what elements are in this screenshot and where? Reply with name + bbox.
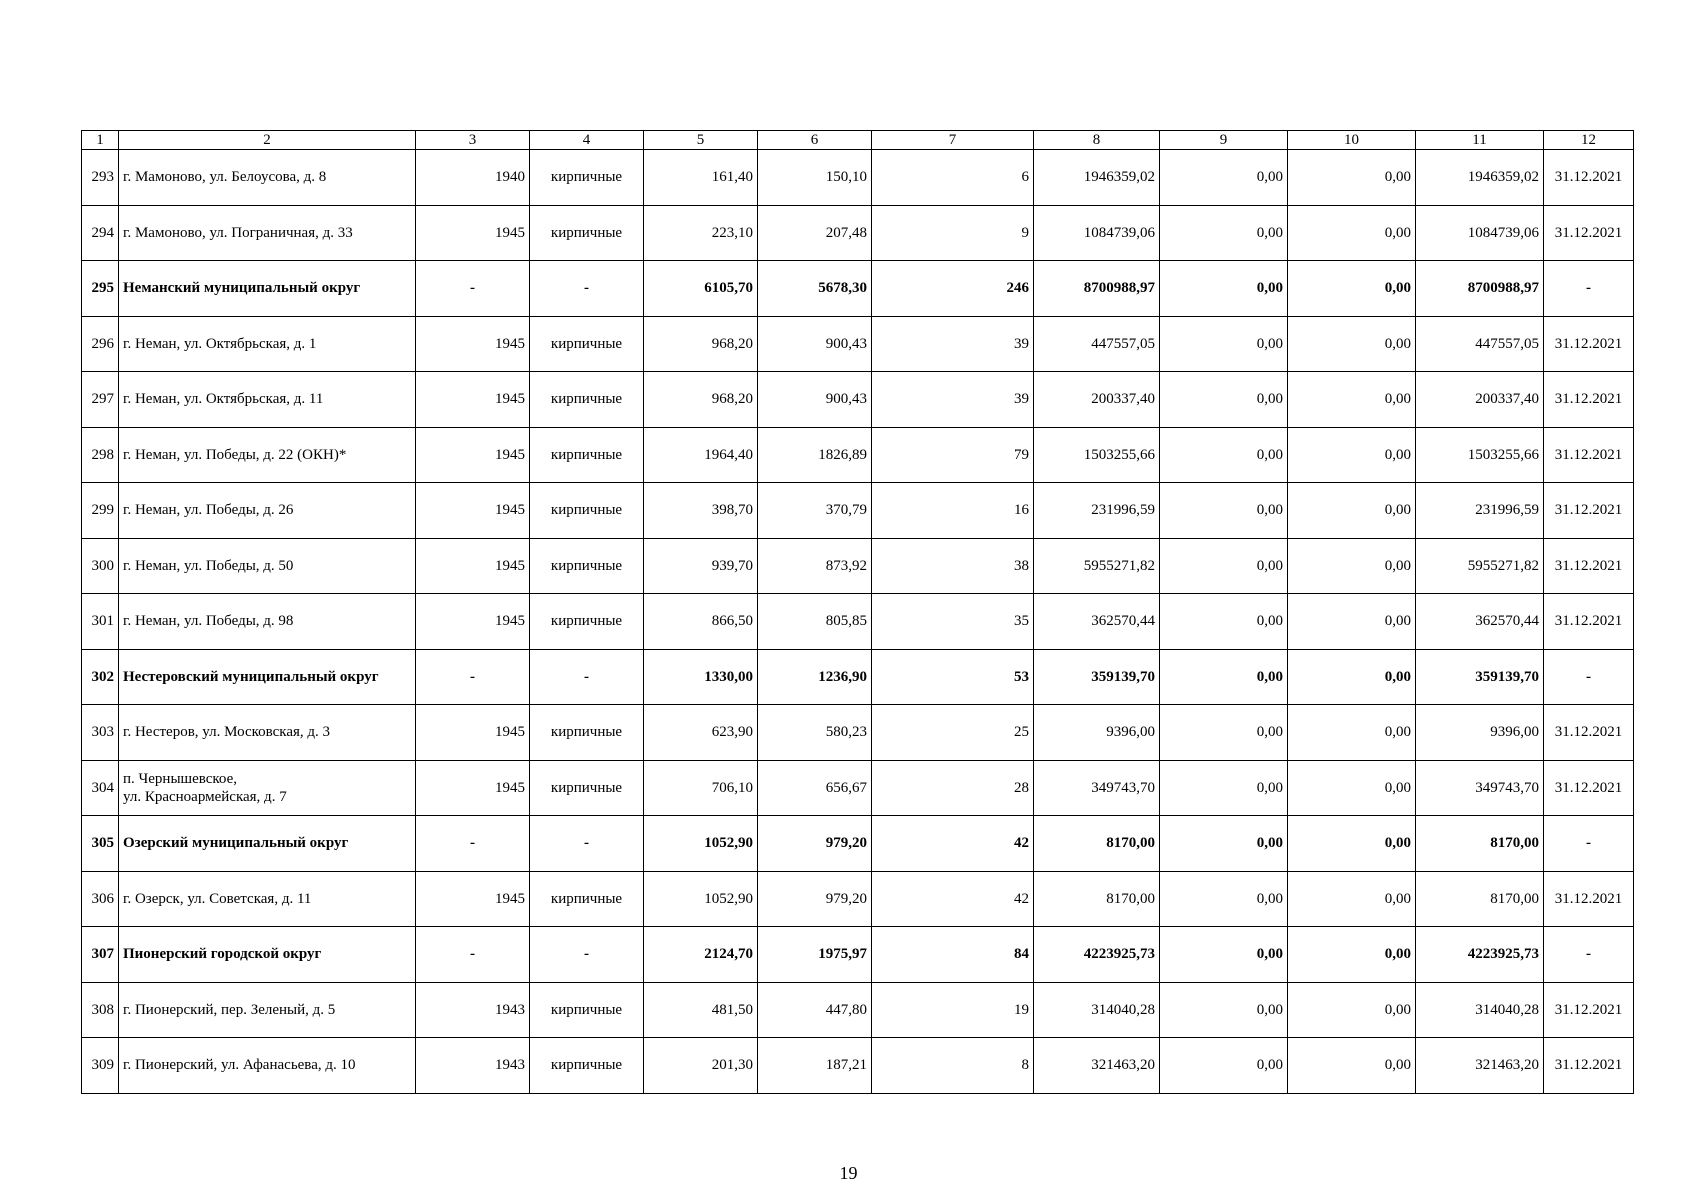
row-number-cell: 296 (82, 316, 119, 372)
address-cell: г. Озерск, ул. Советская, д. 11 (119, 871, 416, 927)
table-row (82, 1038, 1634, 1094)
table-row (82, 982, 1634, 1038)
column-5-cell: 223,10 (644, 205, 758, 261)
year-cell: 1945 (416, 871, 530, 927)
table-row (82, 372, 1634, 428)
row-number-cell: 305 (82, 816, 119, 872)
address-cell: Неманский муниципальный округ (119, 261, 416, 317)
row-number-cell: 304 (82, 760, 119, 816)
table-row (82, 705, 1634, 761)
date-cell: 31.12.2021 (1544, 372, 1634, 428)
wall-material-cell: - (530, 261, 644, 317)
column-9-cell: 0,00 (1160, 261, 1288, 317)
row-number-cell: 298 (82, 427, 119, 483)
year-cell: 1943 (416, 982, 530, 1038)
wall-material-cell: кирпичные (530, 594, 644, 650)
column-7-cell: 9 (872, 205, 1034, 261)
year-cell: 1945 (416, 205, 530, 261)
column-7-cell: 84 (872, 927, 1034, 983)
address-line: ул. Красноармейская, д. 7 (123, 788, 287, 805)
wall-material-cell: кирпичные (530, 982, 644, 1038)
address-cell: г. Мамоново, ул. Пограничная, д. 33 (119, 205, 416, 261)
column-6-cell: 447,80 (758, 982, 872, 1038)
column-number-4: 4 (530, 131, 644, 150)
wall-material-cell: кирпичные (530, 483, 644, 539)
table-row (82, 816, 1634, 872)
wall-material-cell: - (530, 649, 644, 705)
column-10-cell: 0,00 (1288, 372, 1416, 428)
column-number-1: 1 (82, 131, 119, 150)
column-8-cell: 4223925,73 (1034, 927, 1160, 983)
column-number-2: 2 (119, 131, 416, 150)
year-cell: - (416, 927, 530, 983)
column-8-cell: 8170,00 (1034, 871, 1160, 927)
column-10-cell: 0,00 (1288, 483, 1416, 539)
year-cell: 1945 (416, 760, 530, 816)
column-7-cell: 28 (872, 760, 1034, 816)
date-cell: - (1544, 649, 1634, 705)
column-10-cell: 0,00 (1288, 427, 1416, 483)
row-number-cell: 301 (82, 594, 119, 650)
column-6-cell: 979,20 (758, 816, 872, 872)
row-number-cell: 294 (82, 205, 119, 261)
wall-material-cell: - (530, 927, 644, 983)
column-8-cell: 9396,00 (1034, 705, 1160, 761)
wall-material-cell: кирпичные (530, 760, 644, 816)
column-11-cell: 4223925,73 (1416, 927, 1544, 983)
column-10-cell: 0,00 (1288, 205, 1416, 261)
year-cell: 1945 (416, 316, 530, 372)
column-5-cell: 6105,70 (644, 261, 758, 317)
column-7-cell: 6 (872, 150, 1034, 206)
wall-material-cell: кирпичные (530, 150, 644, 206)
table-row (82, 760, 1634, 816)
table-row (82, 427, 1634, 483)
column-8-cell: 1084739,06 (1034, 205, 1160, 261)
column-number-12: 12 (1544, 131, 1634, 150)
column-5-cell: 1052,90 (644, 871, 758, 927)
column-6-cell: 656,67 (758, 760, 872, 816)
column-11-cell: 200337,40 (1416, 372, 1544, 428)
column-8-cell: 349743,70 (1034, 760, 1160, 816)
wall-material-cell: - (530, 816, 644, 872)
column-10-cell: 0,00 (1288, 261, 1416, 317)
date-cell: 31.12.2021 (1544, 483, 1634, 539)
date-cell: - (1544, 816, 1634, 872)
address-cell: г. Неман, ул. Октябрьская, д. 11 (119, 372, 416, 428)
address-line: п. Чернышевское, (123, 770, 238, 787)
wall-material-cell: кирпичные (530, 705, 644, 761)
column-number-row (82, 131, 1634, 150)
column-9-cell: 0,00 (1160, 594, 1288, 650)
date-cell: 31.12.2021 (1544, 594, 1634, 650)
table-row (82, 150, 1634, 206)
wall-material-cell: кирпичные (530, 205, 644, 261)
year-cell: - (416, 261, 530, 317)
column-number-7: 7 (872, 131, 1034, 150)
year-cell: 1940 (416, 150, 530, 206)
address-cell: г. Нестеров, ул. Московская, д. 3 (119, 705, 416, 761)
column-6-cell: 873,92 (758, 538, 872, 594)
column-6-cell: 150,10 (758, 150, 872, 206)
column-number-9: 9 (1160, 131, 1288, 150)
table-row (82, 205, 1634, 261)
column-7-cell: 42 (872, 871, 1034, 927)
column-11-cell: 359139,70 (1416, 649, 1544, 705)
column-10-cell: 0,00 (1288, 316, 1416, 372)
year-cell: 1943 (416, 1038, 530, 1094)
address-cell: г. Пионерский, пер. Зеленый, д. 5 (119, 982, 416, 1038)
table-row (82, 871, 1634, 927)
column-8-cell: 362570,44 (1034, 594, 1160, 650)
wall-material-cell: кирпичные (530, 1038, 644, 1094)
row-number-cell: 303 (82, 705, 119, 761)
column-9-cell: 0,00 (1160, 427, 1288, 483)
wall-material-cell: кирпичные (530, 427, 644, 483)
column-9-cell: 0,00 (1160, 649, 1288, 705)
column-6-cell: 979,20 (758, 871, 872, 927)
page-number: 19 (839, 1163, 858, 1183)
address-cell (119, 760, 416, 816)
year-cell: 1945 (416, 705, 530, 761)
column-6-cell: 1826,89 (758, 427, 872, 483)
table-row (82, 483, 1634, 539)
column-7-cell: 35 (872, 594, 1034, 650)
column-8-cell: 200337,40 (1034, 372, 1160, 428)
column-10-cell: 0,00 (1288, 871, 1416, 927)
column-10-cell: 0,00 (1288, 760, 1416, 816)
column-9-cell: 0,00 (1160, 871, 1288, 927)
address-cell: г. Неман, ул. Победы, д. 26 (119, 483, 416, 539)
column-7-cell: 19 (872, 982, 1034, 1038)
wall-material-cell: кирпичные (530, 871, 644, 927)
date-cell: - (1544, 261, 1634, 317)
column-number-6: 6 (758, 131, 872, 150)
address-cell: г. Неман, ул. Победы, д. 98 (119, 594, 416, 650)
date-cell: 31.12.2021 (1544, 205, 1634, 261)
row-number-cell: 297 (82, 372, 119, 428)
column-11-cell: 231996,59 (1416, 483, 1544, 539)
column-7-cell: 25 (872, 705, 1034, 761)
wall-material-cell: кирпичные (530, 372, 644, 428)
column-11-cell: 9396,00 (1416, 705, 1544, 761)
column-6-cell: 580,23 (758, 705, 872, 761)
column-11-cell: 1084739,06 (1416, 205, 1544, 261)
date-cell: 31.12.2021 (1544, 538, 1634, 594)
address-cell: Нестеровский муниципальный округ (119, 649, 416, 705)
address-cell: г. Мамоново, ул. Белоусова, д. 8 (119, 150, 416, 206)
column-8-cell: 5955271,82 (1034, 538, 1160, 594)
column-10-cell: 0,00 (1288, 1038, 1416, 1094)
row-number-cell: 293 (82, 150, 119, 206)
column-10-cell: 0,00 (1288, 982, 1416, 1038)
column-5-cell: 481,50 (644, 982, 758, 1038)
column-10-cell: 0,00 (1288, 649, 1416, 705)
address-cell: Озерский муниципальный округ (119, 816, 416, 872)
date-cell: 31.12.2021 (1544, 705, 1634, 761)
address-cell: Пионерский городской округ (119, 927, 416, 983)
column-8-cell: 1946359,02 (1034, 150, 1160, 206)
column-8-cell: 1503255,66 (1034, 427, 1160, 483)
table-row (82, 927, 1634, 983)
column-6-cell: 1236,90 (758, 649, 872, 705)
column-9-cell: 0,00 (1160, 150, 1288, 206)
row-number-cell: 302 (82, 649, 119, 705)
column-9-cell: 0,00 (1160, 372, 1288, 428)
column-11-cell: 314040,28 (1416, 982, 1544, 1038)
address-cell: г. Неман, ул. Победы, д. 22 (ОКН)* (119, 427, 416, 483)
row-number-cell: 307 (82, 927, 119, 983)
column-5-cell: 706,10 (644, 760, 758, 816)
housing-table (81, 130, 1634, 1094)
column-7-cell: 39 (872, 372, 1034, 428)
column-6-cell: 187,21 (758, 1038, 872, 1094)
column-9-cell: 0,00 (1160, 760, 1288, 816)
column-11-cell: 349743,70 (1416, 760, 1544, 816)
column-8-cell: 447557,05 (1034, 316, 1160, 372)
column-5-cell: 623,90 (644, 705, 758, 761)
column-11-cell: 5955271,82 (1416, 538, 1544, 594)
column-8-cell: 321463,20 (1034, 1038, 1160, 1094)
address-cell: г. Неман, ул. Октябрьская, д. 1 (119, 316, 416, 372)
column-10-cell: 0,00 (1288, 150, 1416, 206)
row-number-cell: 306 (82, 871, 119, 927)
column-11-cell: 321463,20 (1416, 1038, 1544, 1094)
column-8-cell: 314040,28 (1034, 982, 1160, 1038)
column-11-cell: 362570,44 (1416, 594, 1544, 650)
date-cell: 31.12.2021 (1544, 150, 1634, 206)
year-cell: 1945 (416, 594, 530, 650)
year-cell: - (416, 649, 530, 705)
column-8-cell: 8170,00 (1034, 816, 1160, 872)
column-7-cell: 38 (872, 538, 1034, 594)
year-cell: - (416, 816, 530, 872)
column-8-cell: 359139,70 (1034, 649, 1160, 705)
column-number-3: 3 (416, 131, 530, 150)
column-7-cell: 79 (872, 427, 1034, 483)
column-number-10: 10 (1288, 131, 1416, 150)
column-5-cell: 866,50 (644, 594, 758, 650)
column-11-cell: 447557,05 (1416, 316, 1544, 372)
column-10-cell: 0,00 (1288, 816, 1416, 872)
date-cell: - (1544, 927, 1634, 983)
column-number-5: 5 (644, 131, 758, 150)
column-11-cell: 8170,00 (1416, 871, 1544, 927)
column-7-cell: 53 (872, 649, 1034, 705)
column-5-cell: 2124,70 (644, 927, 758, 983)
column-8-cell: 231996,59 (1034, 483, 1160, 539)
table-row (82, 538, 1634, 594)
year-cell: 1945 (416, 427, 530, 483)
column-10-cell: 0,00 (1288, 705, 1416, 761)
date-cell: 31.12.2021 (1544, 427, 1634, 483)
column-9-cell: 0,00 (1160, 538, 1288, 594)
column-7-cell: 39 (872, 316, 1034, 372)
table-row (82, 261, 1634, 317)
table-row (82, 594, 1634, 650)
date-cell: 31.12.2021 (1544, 760, 1634, 816)
column-9-cell: 0,00 (1160, 316, 1288, 372)
row-number-cell: 299 (82, 483, 119, 539)
column-9-cell: 0,00 (1160, 483, 1288, 539)
table-row (82, 316, 1634, 372)
column-6-cell: 900,43 (758, 372, 872, 428)
table-row (82, 649, 1634, 705)
column-9-cell: 0,00 (1160, 816, 1288, 872)
row-number-cell: 309 (82, 1038, 119, 1094)
column-8-cell: 8700988,97 (1034, 261, 1160, 317)
column-11-cell: 8700988,97 (1416, 261, 1544, 317)
column-5-cell: 398,70 (644, 483, 758, 539)
date-cell: 31.12.2021 (1544, 982, 1634, 1038)
column-10-cell: 0,00 (1288, 927, 1416, 983)
wall-material-cell: кирпичные (530, 316, 644, 372)
year-cell: 1945 (416, 538, 530, 594)
column-6-cell: 5678,30 (758, 261, 872, 317)
column-6-cell: 900,43 (758, 316, 872, 372)
column-7-cell: 246 (872, 261, 1034, 317)
column-number-11: 11 (1416, 131, 1544, 150)
column-10-cell: 0,00 (1288, 594, 1416, 650)
row-number-cell: 295 (82, 261, 119, 317)
column-7-cell: 16 (872, 483, 1034, 539)
column-6-cell: 805,85 (758, 594, 872, 650)
column-7-cell: 8 (872, 1038, 1034, 1094)
column-11-cell: 1503255,66 (1416, 427, 1544, 483)
year-cell: 1945 (416, 372, 530, 428)
year-cell: 1945 (416, 483, 530, 539)
date-cell: 31.12.2021 (1544, 316, 1634, 372)
column-5-cell: 939,70 (644, 538, 758, 594)
column-7-cell: 42 (872, 816, 1034, 872)
column-9-cell: 0,00 (1160, 205, 1288, 261)
row-number-cell: 308 (82, 982, 119, 1038)
row-number-cell: 300 (82, 538, 119, 594)
column-5-cell: 1330,00 (644, 649, 758, 705)
wall-material-cell: кирпичные (530, 538, 644, 594)
date-cell: 31.12.2021 (1544, 1038, 1634, 1094)
column-5-cell: 201,30 (644, 1038, 758, 1094)
column-number-8: 8 (1034, 131, 1160, 150)
column-9-cell: 0,00 (1160, 982, 1288, 1038)
column-6-cell: 370,79 (758, 483, 872, 539)
column-6-cell: 1975,97 (758, 927, 872, 983)
column-9-cell: 0,00 (1160, 705, 1288, 761)
column-6-cell: 207,48 (758, 205, 872, 261)
column-9-cell: 0,00 (1160, 927, 1288, 983)
date-cell: 31.12.2021 (1544, 871, 1634, 927)
column-5-cell: 968,20 (644, 316, 758, 372)
column-5-cell: 161,40 (644, 150, 758, 206)
column-9-cell: 0,00 (1160, 1038, 1288, 1094)
column-5-cell: 1052,90 (644, 816, 758, 872)
column-11-cell: 1946359,02 (1416, 150, 1544, 206)
column-5-cell: 1964,40 (644, 427, 758, 483)
column-11-cell: 8170,00 (1416, 816, 1544, 872)
column-10-cell: 0,00 (1288, 538, 1416, 594)
address-cell: г. Пионерский, ул. Афанасьева, д. 10 (119, 1038, 416, 1094)
address-cell: г. Неман, ул. Победы, д. 50 (119, 538, 416, 594)
column-5-cell: 968,20 (644, 372, 758, 428)
